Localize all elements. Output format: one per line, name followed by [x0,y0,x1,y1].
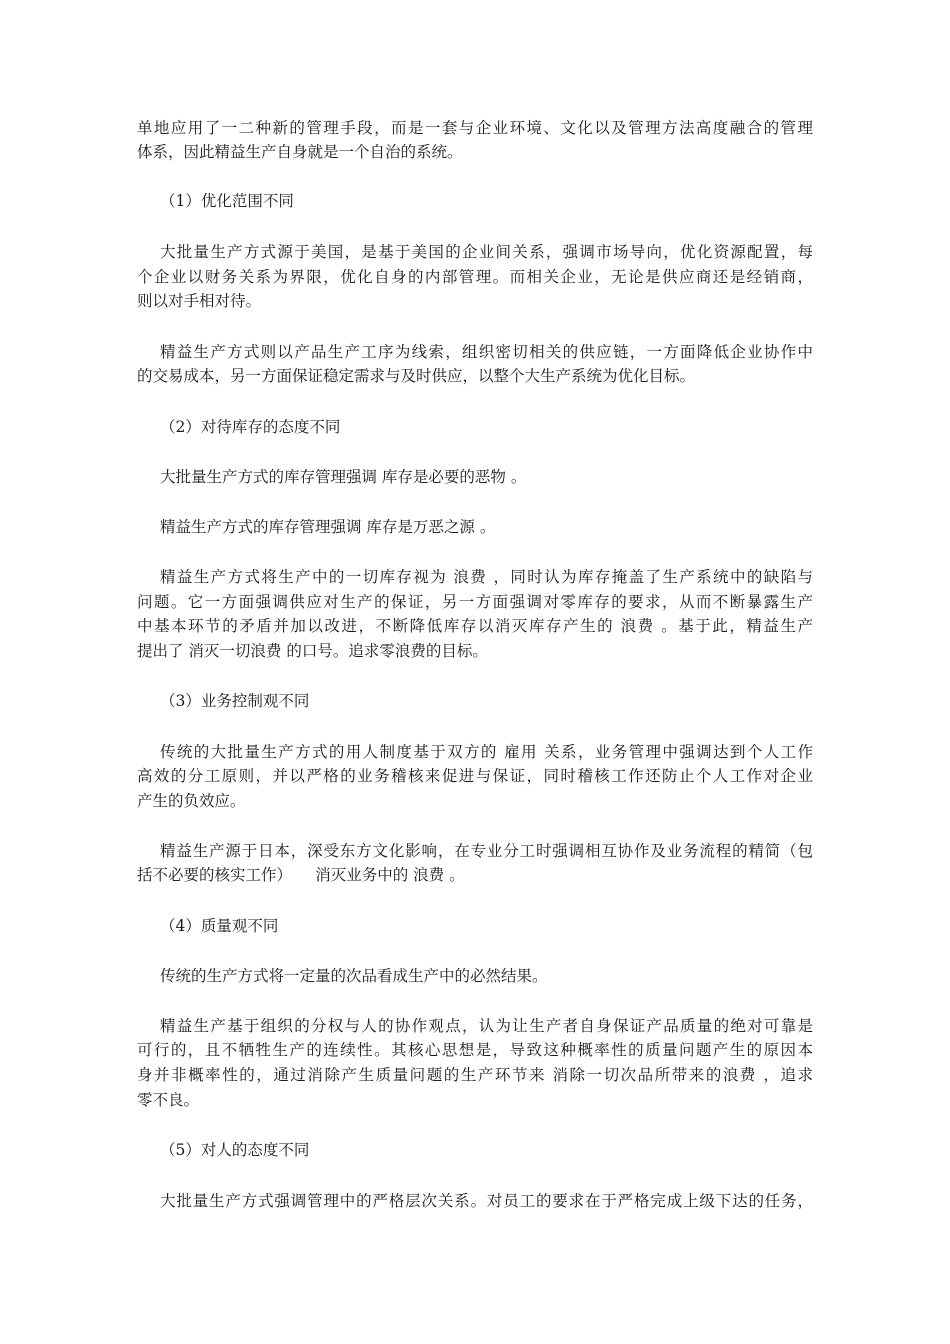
text-line: 精益生产方式则以产品生产工序为线索，组织密切相关的供应链，一方面降低企业协作中 [160,343,813,361]
text-line: 体系，因此精益生产自身就是一个自治的系统。 [137,143,463,161]
section-heading: （4）质量观不同 [160,917,279,935]
section-heading: （3）业务控制观不同 [160,692,310,710]
section-heading: （5）对人的态度不同 [160,1141,310,1159]
text-line: 提出了 消灭一切浪费 的口号。追求零浪费的目标。 [137,642,488,660]
text-line: 中基本环节的矛盾并加以改进，不断降低库存以消灭库存产生的 浪费 。基于此，精益生产 [137,617,813,635]
text-line: 可行的，且不牺牲生产的连续性。其核心思想是，导致这种概率性的质量问题产生的原因本 [137,1041,813,1059]
text-line: 精益生产源于日本，深受东方文化影响，在专业分工时强调相互协作及业务流程的精简（包 [160,842,813,860]
text-line: 精益生产方式的库存管理强调 库存是万恶之源 。 [160,518,496,536]
section-heading: （1）优化范围不同 [160,192,294,210]
text-line: 大批量生产方式源于美国，是基于美国的企业间关系，强调市场导向，优化资源配置，每 [160,243,813,261]
text-line: 精益生产方式将生产中的一切库存视为 浪费 ，同时认为库存掩盖了生产系统中的缺陷与 [160,568,813,586]
text-line: 的交易成本，另一方面保证稳定需求与及时供应，以整个大生产系统为优化目标。 [137,367,696,385]
text-line: 传统的生产方式将一定量的次品看成生产中的必然结果。 [160,967,548,985]
text-line: 传统的大批量生产方式的用人制度基于双方的 雇用 关系，业务管理中强调达到个人工作 [160,743,813,761]
text-line: 高效的分工原则，并以严格的业务稽核来促进与保证，同时稽核工作还防止个人工作对企业 [137,767,813,785]
text-line: 零不良。 [137,1091,200,1109]
section-heading: （2）对待库存的态度不同 [160,418,341,436]
text-line: 个企业以财务关系为界限，优化自身的内部管理。而相关企业，无论是供应商还是经销商， [137,268,813,286]
text-line: 大批量生产方式强调管理中的严格层次关系。对员工的要求在于严格完成上级下达的任务， [160,1192,813,1210]
text-line: 问题。它一方面强调供应对生产的保证，另一方面强调对零库存的要求，从而不断暴露生产 [137,593,813,611]
text-line: 产生的负效应。 [137,792,246,810]
text-line: 单地应用了一二种新的管理手段，而是一套与企业环境、文化以及管理方法高度融合的管理 [137,119,813,137]
text-line: 大批量生产方式的库存管理强调 库存是必要的恶物 。 [160,468,527,486]
text-line: 则以对手相对待。 [137,292,262,310]
text-line: 精益生产基于组织的分权与人的协作观点，认为让生产者自身保证产品质量的绝对可靠是 [160,1017,813,1035]
text-line: 身并非概率性的，通过消除产生质量问题的生产环节来 消除一切次品所带来的浪费 ，追求 [137,1066,813,1084]
text-line: 括不必要的核实工作） 消灭业务中的 浪费 。 [137,866,465,884]
